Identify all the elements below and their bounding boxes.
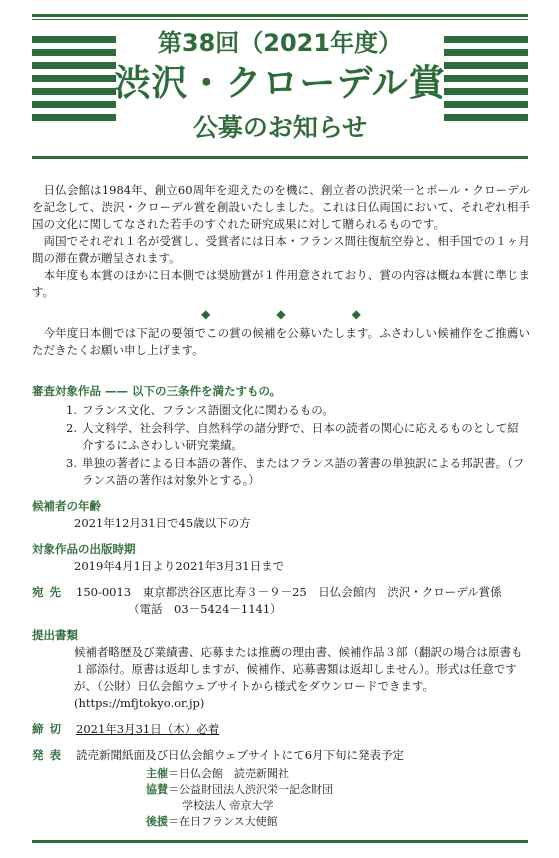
conditions-list bbox=[32, 402, 530, 489]
age-block bbox=[32, 498, 530, 532]
diamond-divider: ◆◆◆ bbox=[201, 307, 427, 321]
address-block bbox=[32, 584, 530, 618]
intro-paragraph-2: 両国でそれぞれ１名が受賞し、受賞者には日本・フランス間往復航空券と、相手国での１ヶ月間の滞在費が贈呈されます。 bbox=[32, 234, 530, 265]
cooperation-role: 協賛 bbox=[146, 783, 168, 796]
address-label: 宛先 bbox=[32, 585, 67, 599]
announcement-label: 発表 bbox=[32, 748, 67, 762]
title-edition: 第38回（2021年度） bbox=[157, 29, 403, 57]
announcement-block bbox=[32, 747, 530, 764]
eligibility-heading: 審査対象作品 —— 以下の三条件を満たすもの。 bbox=[32, 384, 282, 398]
intro-section bbox=[32, 182, 530, 359]
title-block bbox=[102, 22, 458, 148]
list-item: 1. フランス文化、フランス語圏文化に関わるもの。 bbox=[66, 403, 334, 417]
documents-text: 候補者略歴及び業績書、応募または推薦の理由書、候補作品３部（翻訳の場合は原書も１部添付。原書は返却しますが、候補作、応募書類は返却しません）。形式は任意ですが、（公財）日仏会館ウェブサイトから様式をダウンロードできます。(https://mfjtokyo.or.jp) bbox=[74, 645, 523, 710]
deadline-text: 2021年3月31日（木）必着 bbox=[76, 722, 220, 736]
host-role: 主催 bbox=[146, 767, 168, 780]
cooperation-line: 協賛＝公益財団法人渋沢栄一記念財団 bbox=[146, 783, 333, 796]
phone-text: （電話 03－5424－1141） bbox=[128, 602, 282, 616]
address-text: 150-0013 東京都渋谷区恵比寿３－９－25 日仏会館内 渋沢・クローデル賞係 bbox=[76, 585, 502, 599]
host-line: 主催＝日仏会館 読売新聞社 bbox=[146, 767, 289, 780]
footer-rule bbox=[32, 840, 528, 843]
header-bottom-rule bbox=[32, 156, 528, 159]
period-block bbox=[32, 541, 530, 575]
age-text: 2021年12月31日で45歳以下の方 bbox=[74, 516, 251, 530]
intro-paragraph-3: 本年度も本賞のほかに日本側では奨励賞が１件用意されており、賞の内容は概ね本賞に準じます。 bbox=[32, 268, 530, 299]
intro-paragraph-4: 今年度日本側では下記の要領でこの賞の候補を公募いたします。ふさわしい候補作をご推薦いただきたくお願い申し上げます。 bbox=[32, 326, 530, 357]
list-item: 3. 単独の著者による日本語の著作、またはフランス語の著書の単独訳による邦訳書。（フランス語の著作は対象外とする。） bbox=[66, 456, 525, 487]
sponsors-section bbox=[146, 766, 333, 830]
header-top-rule bbox=[32, 14, 528, 17]
period-text: 2019年4月1日より2021年3月31日まで bbox=[74, 559, 285, 573]
documents-block bbox=[32, 627, 530, 712]
header-top-thin-rule bbox=[32, 19, 528, 20]
title-call-for-entries: 公募のお知らせ bbox=[192, 113, 368, 142]
list-item: 2. 人文科学、社会科学、自然科学の諸分野で、日本の読者の関心に応えるものとして紹介するにふさわしい研究業績。 bbox=[66, 421, 519, 452]
support-line: 後援＝在日フランス大使館 bbox=[146, 815, 278, 828]
announcement-text: 読売新聞紙面及び日仏会館ウェブサイトにて6月下旬に発表予定 bbox=[76, 748, 405, 762]
header-banner bbox=[32, 14, 528, 164]
deadline-block bbox=[32, 721, 530, 738]
deadline-label: 締切 bbox=[32, 722, 67, 736]
age-heading: 候補者の年齢 bbox=[32, 499, 101, 513]
intro-paragraph-1: 日仏会館は1984年、創立60周年を迎えたのを機に、創立者の渋沢栄一とポール・クローデルを記念して、渋沢・クローデル賞を創設いたしました。これは日仏両国において、それぞれ相手国の文化に関してなされた若手のすぐれた研究成果に対して贈られるものです。 bbox=[32, 183, 530, 231]
cooperation-line-2: 学校法人 帝京大学 bbox=[182, 799, 274, 812]
documents-heading: 提出書類 bbox=[32, 628, 78, 642]
address-value bbox=[76, 584, 530, 618]
period-heading: 対象作品の出版時期 bbox=[32, 542, 136, 556]
support-role: 後援 bbox=[146, 815, 168, 828]
requirements-section bbox=[32, 383, 530, 764]
title-prize-name: 渋沢・クローデル賞 bbox=[114, 63, 446, 104]
